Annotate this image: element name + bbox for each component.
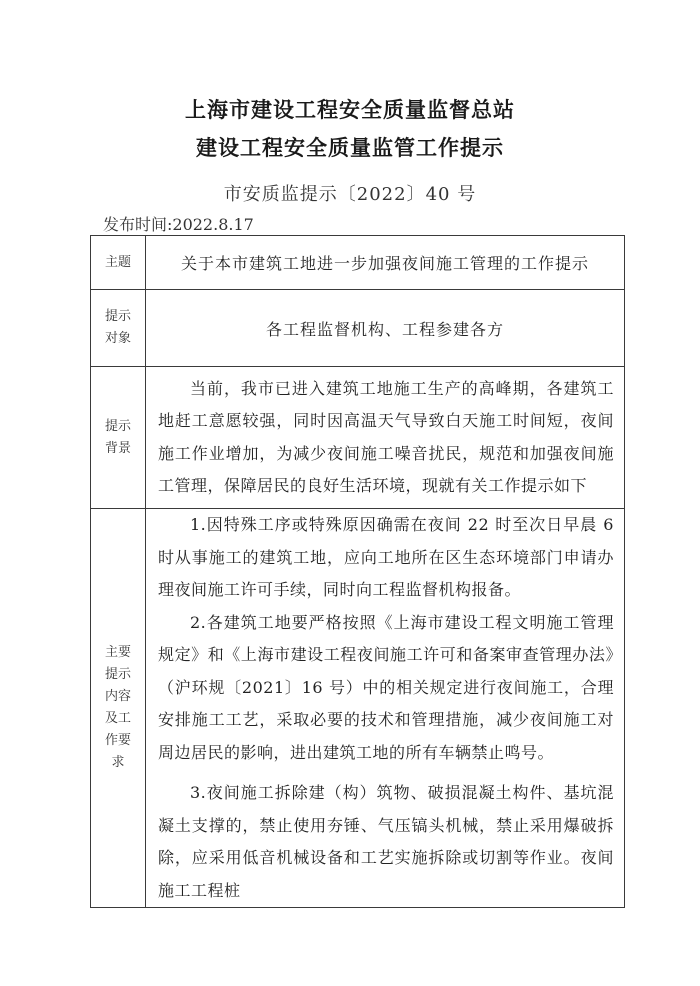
target-label [91,290,146,367]
requirements-label-line: 作要 [104,733,131,748]
target-row [91,290,625,367]
requirements-row [91,509,625,908]
publish-date: 发布时间:2022.8.17 [103,215,254,234]
requirement-item-2: 2.各建筑工地要严格按照《上海市建设工程文明施工管理规定》和《上海市建设工程夜间施工许可和备案审查管理办法》（沪环规〔2021〕16 号）中的相关规定进行夜间施工，合理安排施工工艺，采取必要的技术和管理措施，减少夜间施工对周边居民的影响，进出建筑工地的所有车辆禁止鸣号。 [158,612,614,762]
background-content [146,367,625,509]
requirements-label-line: 内容 [104,689,131,704]
subject-row [91,236,625,290]
requirement-item-3: 3.夜间施工拆除建（构）筑物、破损混凝土构件、基坑混凝土支撑的，禁止使用夯锤、气压镐头机械，禁止采用爆破拆除，应采用低音机械设备和工艺实施拆除或切割等作业。夜间施工工程桩 [158,783,614,900]
requirements-label [91,509,146,908]
background-label-line: 背景 [104,440,131,456]
requirement-item-1: 1.因特殊工序或特殊原因确需在夜间 22 时至次日早晨 6 时从事施工的建筑工地，应向工地所在区生态环境部门申请办理夜间施工许可手续，同时向工程监督机构报备。 [158,515,614,599]
subject-value: 关于本市建筑工地进一步加强夜间施工管理的工作提示 [146,236,625,290]
target-label-line: 提示 [104,309,131,324]
background-label [91,367,146,509]
document-number: 市安质监提示〔2022〕40 号 [223,184,477,205]
notice-table [90,235,625,908]
background-label-line: 提示 [104,418,131,434]
org-title: 上海市建设工程安全质量监督总站 [185,97,515,122]
requirements-label-line: 提示 [104,667,131,682]
paragraph-gap [146,769,624,777]
requirements-label-line: 及工 [104,711,131,726]
requirements-content [146,509,625,908]
requirements-label-line: 求 [111,755,125,770]
target-value: 各工程监督机构、工程参建各方 [146,290,625,367]
target-label-line: 对象 [104,331,131,346]
background-text: 当前，我市已进入建筑工地施工生产的高峰期，各建筑工地赶工意愿较强，同时因高温天气导致白天施工时间短，夜间施工作业增加，为减少夜间施工噪音扰民，规范和加强夜间施工管理，保障居民的良好生活环境，现就有关工作提示如下 [158,378,614,495]
background-row [91,367,625,509]
requirements-label-line: 主要 [104,645,131,660]
document-title: 建设工程安全质量监管工作提示 [196,135,504,160]
subject-label: 主题 [91,236,146,290]
